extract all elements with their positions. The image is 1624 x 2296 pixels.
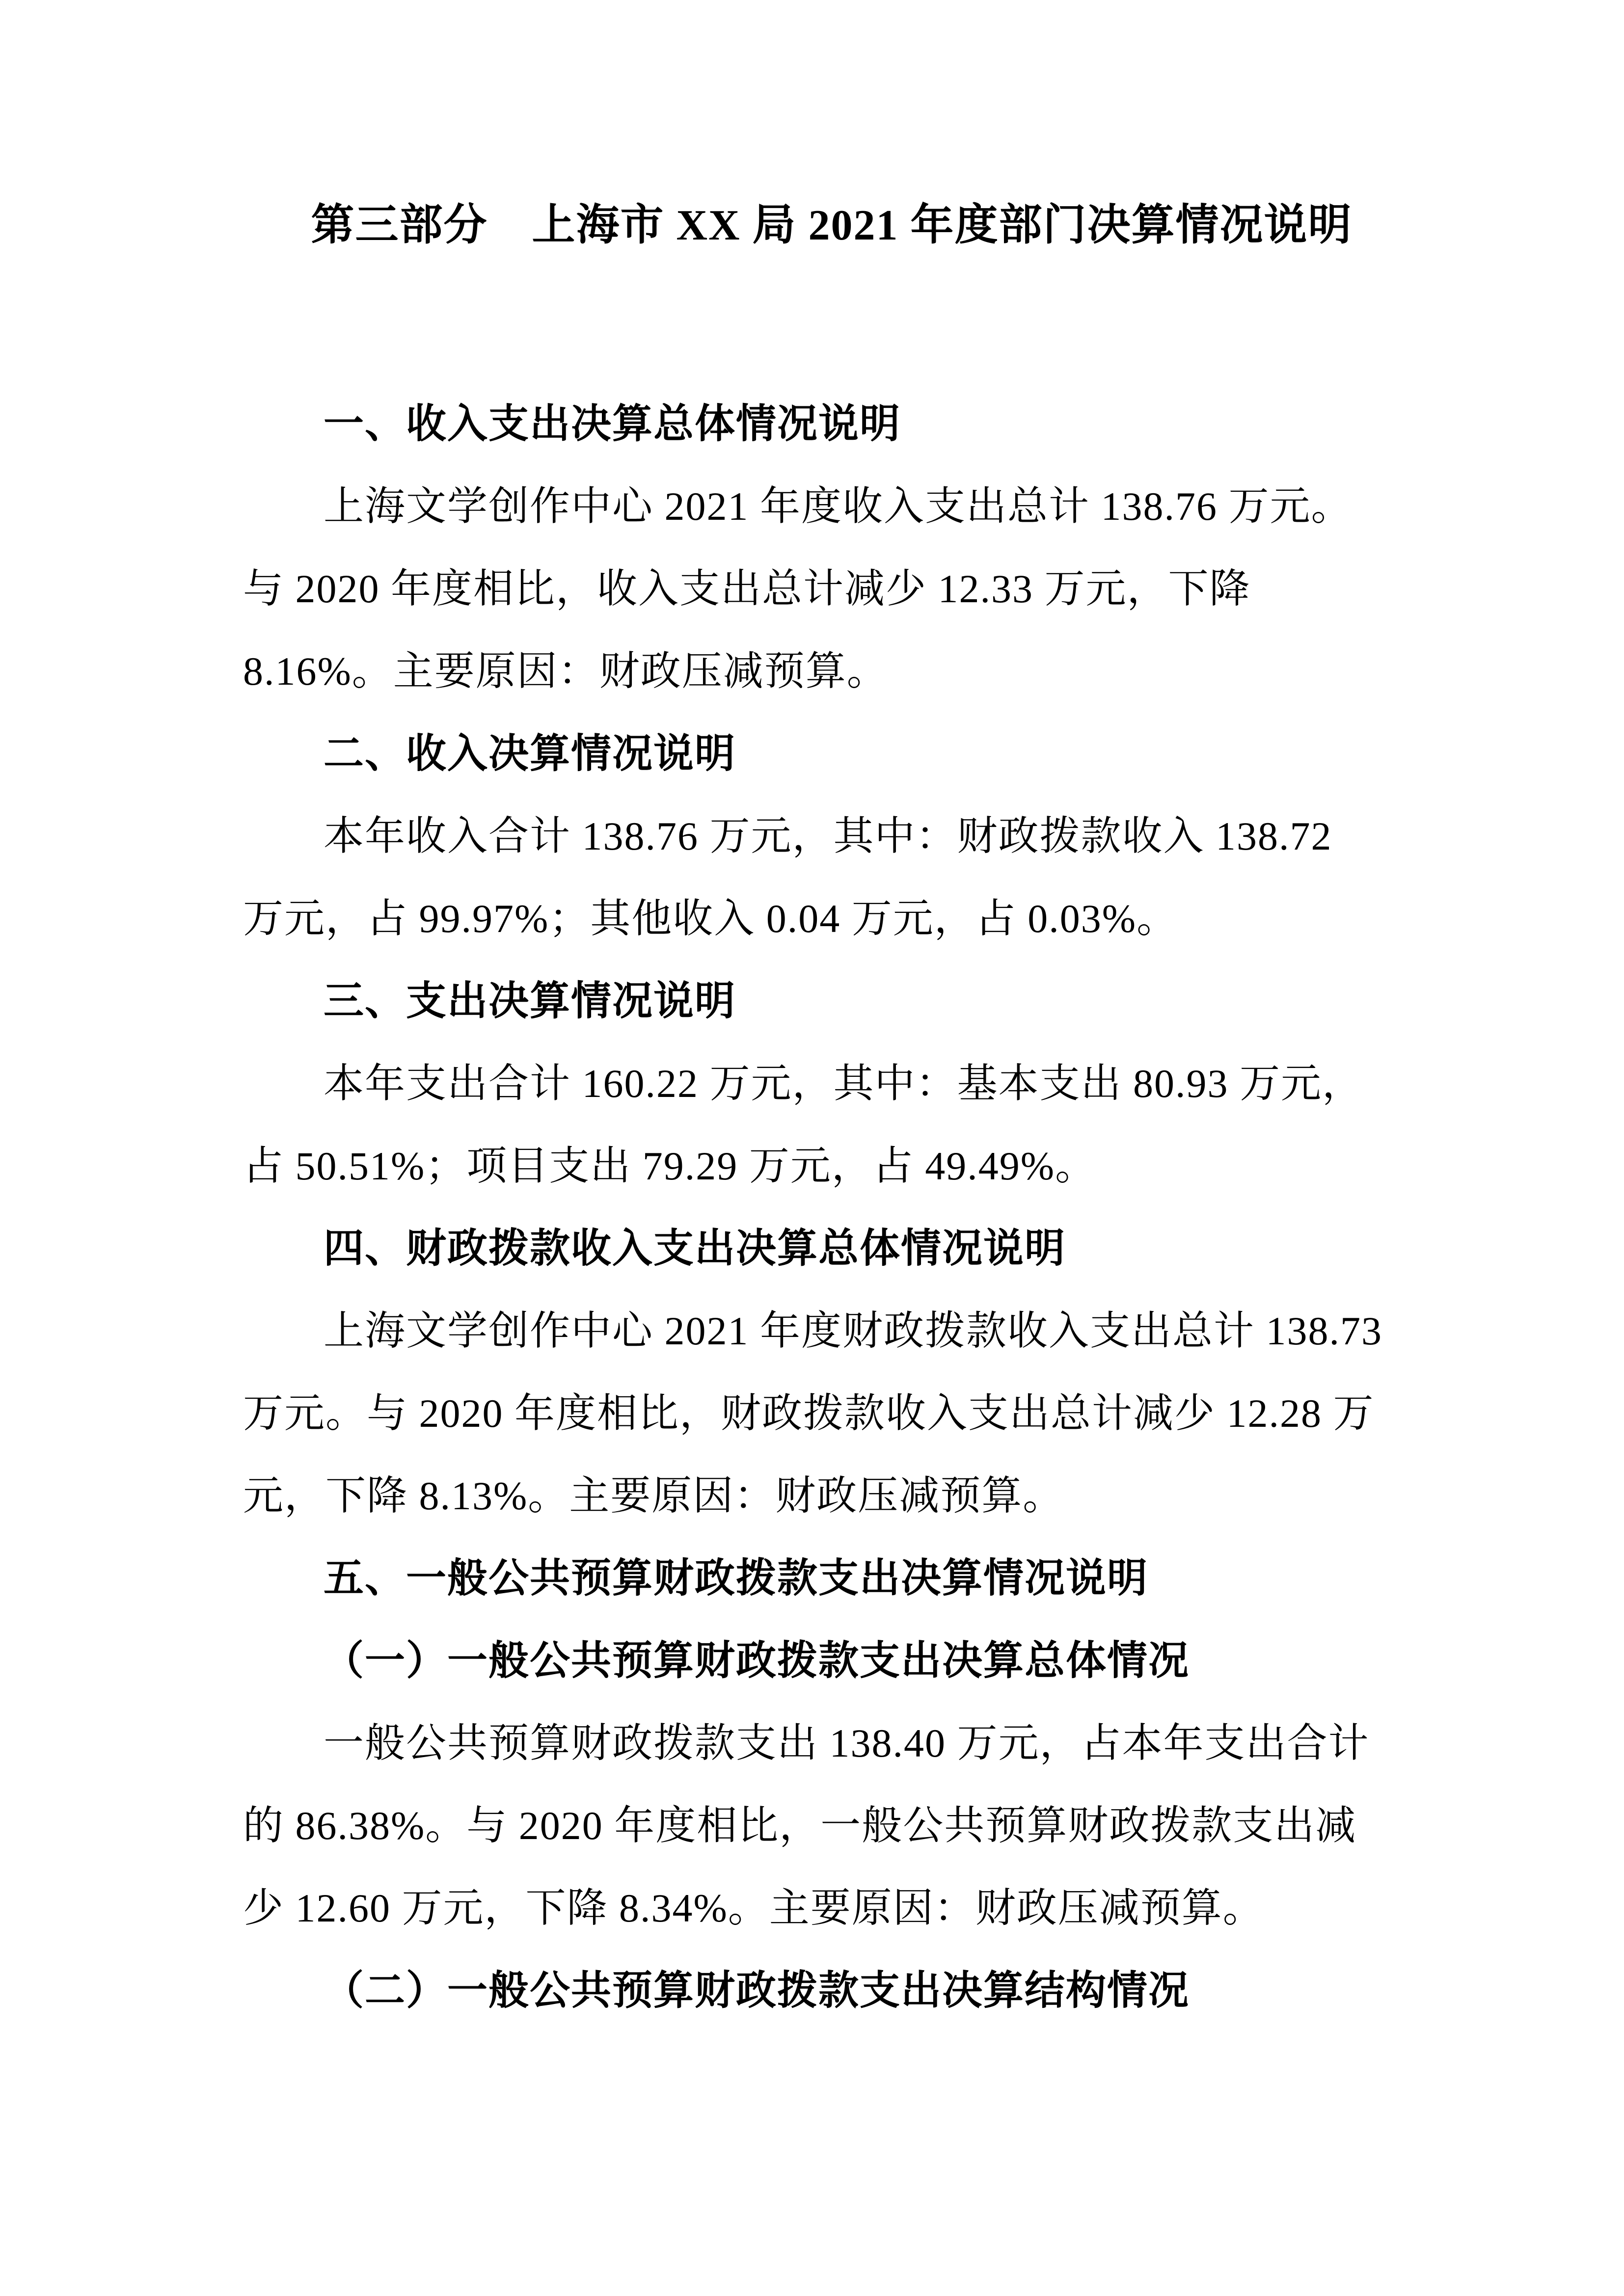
section-5-paragraph-line: 一般公共预算财政拨款支出 138.40 万元，占本年支出合计 <box>324 1721 1370 1765</box>
section-2-paragraph-line: 本年收入合计 138.76 万元，其中：财政拨款收入 138.72 <box>324 814 1332 858</box>
section-4-paragraph-line: 上海文学创作中心 2021 年度财政拨款收入支出总计 138.73 <box>324 1308 1383 1353</box>
section-5-paragraph-line: 少 12.60 万元，下降 8.34%。主要原因：财政压减预算。 <box>243 1886 1264 1930</box>
section-5-2-heading: （二）一般公共预算财政拨款支出决算结构情况 <box>324 1968 1190 2013</box>
section-3-heading: 三、支出决算情况说明 <box>324 979 736 1023</box>
section-1-paragraph-line: 8.16%。主要原因：财政压减预算。 <box>243 649 888 694</box>
section-5-heading: 五、一般公共预算财政拨款支出决算情况说明 <box>324 1556 1149 1601</box>
section-4-paragraph-line: 万元。与 2020 年度相比，财政拨款收入支出总计减少 12.28 万 <box>243 1391 1375 1436</box>
section-5-1-heading: （一）一般公共预算财政拨款支出决算总体情况 <box>324 1638 1190 1683</box>
section-1-paragraph-line: 上海文学创作中心 2021 年度收入支出总计 138.76 万元。 <box>324 484 1353 529</box>
section-1-heading: 一、收入支出决算总体情况说明 <box>324 401 901 446</box>
section-4-paragraph-line: 元，下降 8.13%。主要原因：财政压减预算。 <box>243 1473 1064 1518</box>
section-3-paragraph-line: 本年支出合计 160.22 万元，其中：基本支出 80.93 万元， <box>324 1061 1364 1106</box>
section-1-paragraph-line: 与 2020 年度相比，收入支出总计减少 12.33 万元，下降 <box>243 566 1251 611</box>
document-title: 第三部分 上海市 XX 局 2021 年度部门决算情况说明 <box>311 202 1353 249</box>
section-3-paragraph-line: 占 50.51%；项目支出 79.29 万元，占 49.49%。 <box>243 1144 1097 1188</box>
section-4-heading: 四、财政拨款收入支出决算总体情况说明 <box>324 1226 1066 1271</box>
section-2-paragraph-line: 万元，占 99.97%；其他收入 0.04 万元，占 0.03%。 <box>243 896 1178 941</box>
title-gap <box>243 267 1420 383</box>
section-2-heading: 二、收入决算情况说明 <box>324 731 736 776</box>
section-5-paragraph-line: 的 86.38%。与 2020 年度相比，一般公共预算财政拨款支出减 <box>243 1803 1357 1848</box>
